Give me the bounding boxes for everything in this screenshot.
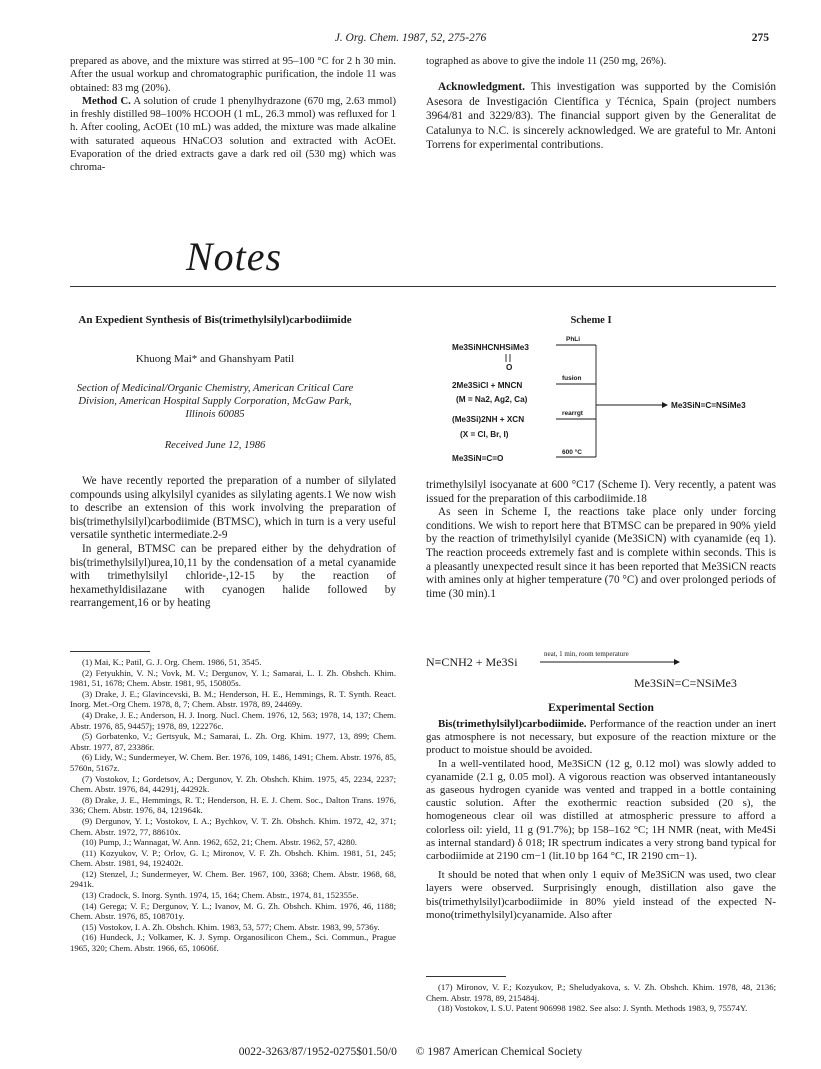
top-left-column — [70, 55, 396, 175]
reference-item: (16) Hundeck, J.; Volkamer, K. J. Symp. Organosilicon Chem., Sci. Commun., Prague 1965, 320; Chem. Abstr. 1966, 65, 10606f. — [70, 932, 396, 954]
right-footnote-rule — [426, 976, 506, 977]
reference-item: (6) Lidy, W.; Sundermeyer, W. Chem. Ber. 1976, 109, 1486, 1491; Chem. Abstr. 1976, 85, 5760n, 5167z. — [70, 752, 396, 773]
experimental-label: Bis(trimethylsilyl)carbodiimide. — [438, 718, 587, 730]
left-body — [70, 475, 396, 611]
top-right-column — [426, 55, 776, 153]
section-title: Notes — [186, 234, 283, 279]
experimental-paragraph-1 — [426, 718, 776, 758]
acknowledgment-label: Acknowledgment. — [438, 81, 525, 94]
scheme-product: Me3SiN=C=NSiMe3 — [671, 401, 746, 410]
footnote-rule — [70, 651, 150, 652]
footer-code: 0022-3263/87/1952-0275$01.50/0 — [238, 1046, 397, 1058]
method-c-paragraph — [70, 95, 396, 175]
page-footer — [0, 1046, 821, 1058]
reference-item: (13) Cradock, S. Inorg. Synth. 1974, 15, 164; Chem. Abstr., 1974, 81, 152355e. — [82, 890, 359, 901]
body-paragraph-2: In general, BTMSC can be prepared either by the dehydration of bis(trimethylsilyl)urea,10,11 by the condensation of a metal cyanamide with trimethylsilyl chloride-,12-15 by the reaction of hexamethyldisilazane with cyanogen halide followed by rearrangement,16 or by heating — [70, 542, 396, 610]
scheme-reactant-1: Me3SiNHCNHSiMe3 — [452, 343, 529, 352]
article-affiliation: Section of Medicinal/Organic Chemistry, American Critical Care Division, American Hospital Supply Corporation, McGaw Park, Illinois 60085 — [76, 383, 354, 420]
reference-item: (7) Vostokov, I.; Gordetsov, A.; Dergunov, Y. Zh. Obshch. Khim. 1975, 45, 2234, 2237; Chem. Abstr. 1976, 84, 44291j, 44292k. — [70, 773, 396, 795]
acknowledgment-text: This investigation was supported by the Comisión Asesora de Investigación Científica y Técnica, Spain (project numbers 3964/81 and 3229/83). The financial support given by the Generalitat de Catalunya to N.C. is sincerely acknowledged. We are grateful to Mr. Antoni Torrens for experimental contributions. — [426, 81, 776, 152]
scheme-reactant-3: (Me3Si)2NH + XCN — [452, 415, 525, 424]
scheme-diagram — [426, 328, 776, 468]
body-paragraph-1: We have recently reported the preparation of a number of silylated compounds using alkylsilyl cyanides as silylating agents.1 We now wish to describe an extension of this work involving the preparation of bis(trimethylsilyl)carbodiimide (BTMSC), which in turn is a very useful versatile synthetic intermediate.2-9 — [70, 475, 396, 542]
acknowledgment-paragraph — [426, 80, 776, 153]
running-header: J. Org. Chem. 1987, 52, 275-276 — [334, 32, 487, 44]
top-right-paragraph: tographed as above to give the indole 11 (250 mg, 26%). — [426, 56, 667, 67]
reference-item: (3) Drake, J. E.; Glavincevski, B. M.; Henderson, H. E., Hemmings, R. T. Synth. React. Inorg. Met.-Org Chem. 1978, 8, 7; Chem. Abstr. 1978, 89, 24469y. — [70, 688, 396, 710]
experimental-heading: Experimental Section — [548, 702, 654, 714]
received-date: Received June 12, 1986 — [164, 440, 266, 451]
equation-condition: neat, 1 min, room temperature — [544, 650, 629, 658]
page-number: 275 — [751, 32, 769, 44]
reference-item: (12) Stenzel, J.; Sundermeyer, W. Chem. Ber. 1967, 100, 3368; Chem. Abstr. 1968, 68, 2941k. — [70, 868, 396, 890]
scheme-reactant-4: Me3SiN=C=O — [452, 454, 504, 463]
experimental-paragraph-3: It should be noted that when only 1 equiv of Me3SiCN was used, two clear layers were observed. Surprisingly enough, distillation also gave the bis(trimethylsilyl)carbodiimide in 80% yield instead of the expected N-mono(trimethylsilyl)cyanamide. Also after — [426, 869, 776, 921]
reference-item: (8) Drake, J. E., Hemmings, R. T.; Henderson, H. E. J. Chem. Soc., Dalton Trans. 1976, 336; Chem. Abstr. 1976, 84, 121964k. — [70, 794, 396, 816]
reference-item: (2) Fetyukhin, V. N.; Vovk, M. V.; Dergunov, Y. I.; Samarai, L. I. Zh. Obshch. Khim. 1981, 51, 1678; Chem. Abstr. 1981, 95, 150805s. — [70, 667, 396, 689]
method-c-label: Method C. — [82, 95, 131, 107]
article-authors: Khuong Mai* and Ghanshyam Patil — [135, 353, 295, 365]
right-body-paragraph-1: trimethylsilyl isocyanate at 600 °C17 (Scheme I). Very recently, a patent was issued for the preparation of this carbodiimide.18 — [426, 479, 776, 505]
scheme-title: Scheme I — [570, 315, 612, 326]
reference-item: (10) Pump, J.; Wannagat, W. Ann. 1962, 652, 21; Chem. Abstr. 1962, 57, 4280. — [82, 837, 357, 848]
scheme-condition-4: 600 °C — [562, 449, 582, 456]
reference-item: (15) Vostokov, I. A. Zh. Obshch. Khim. 1983, 53, 577; Chem. Abstr. 1983, 99, 5736y. — [82, 921, 380, 932]
equation-product: Me3SiN=C=NSiMe3 — [634, 676, 737, 690]
reference-list — [70, 657, 396, 954]
reference-item: (5) Gorbatenko, V.; Gertsyuk, M.; Samarai, L. Zh. Org. Khim. 1977, 13, 899; Chem. Abstr. 1977, 87, 23386r. — [70, 731, 396, 752]
reference-item: (9) Dergunov, Y. I.; Vostokov, I. A.; Bychkov, V. T. Zh. Obshch. Khim. 1972, 42, 371; Chem. Abstr. 1972, 77, 88610x. — [70, 815, 396, 837]
scheme-reactant-2-note: (M = Na2, Ag2, Ca) — [456, 395, 528, 404]
section-rule — [70, 286, 776, 287]
method-c-text: A solution of crude 1 phenylhydrazone (670 mg, 2.63 mmol) in freshly distilled 98–100% HCOOH (1 mL, 26.3 mmol) was refluxed for 1 h. After cooling, AcOEt (10 mL) was added, the mixture was made alkaline with saturated aqueous HNaCO3 solution and extracted with AcOEt. Evaporation of the dried extracts gave a dark red oil (530 mg) which was chroma- — [70, 95, 396, 174]
reference-item: (17) Mironov, V. F.; Kozyukov, P.; Sheludyakova, s. V. Zh. Obshch. Khim. 1978, 48, 2136; Chem. Abstr. 1978, 89, 215484j. — [426, 982, 776, 1003]
scheme-reactant-3-note: (X = Cl, Br, I) — [460, 430, 509, 439]
right-body-paragraph-2: As seen in Scheme I, the reactions take place only under forcing conditions. We wish to report here that BTMSC can be prepared in 90% yield by the reaction of trimethylsilyl cyanide (Me3SiCN) with cyanamide (eq 1). The reaction proceeds extremely fast and is complete within seconds. This is a pleasantly unexpected result since it has been reported that Me3SiCN reacts with amines only at higher temperature (70 °C) and over prolonged periods of time (30 min).1 — [426, 506, 776, 600]
reference-item: (18) Vostokov, I. S.U. Patent 906998 1982. See also: J. Synth. Methods 1983, 9, 75574Y. — [438, 1003, 748, 1014]
equation-arrow — [540, 658, 680, 666]
article-title: An Expedient Synthesis of Bis(trimethylsilyl)carbodiimide — [78, 314, 352, 326]
equation-reactants: N≡CNH2 + Me3Si — [426, 655, 518, 669]
experimental-paragraph-2: In a well-ventilated hood, Me3SiCN (12 g, 0.12 mol) was slowly added to cyanamide (2.1 g, 0.05 mol). A vigorous reaction was observed intantaneously as gaseous hydrogen cyanide was vented and trapped in a bottle containing caustic solution. After the exothermic reaction subsided (20 s), the homogeneous clear oil was distilled at atmospheric pressure to afford a colorless oil: yield, 11 g (91.7%); bp 158–162 °C; 1H NMR (neat, with Me4Si as internal standard) δ 018; IR spectrum indicates a very strong band typical for carbodiimide at 2190 cm−1 (lit.10 bp 164 °C, IR 2190 cm−1). — [426, 757, 776, 863]
reference-item: (11) Kozyukov, V. P.; Orlov, G. I.; Mironov, V. F. Zh. Obshch. Khim. 1981, 51, 245; Chem. Abstr. 1981, 94, 192402t. — [70, 847, 396, 869]
reference-item: (14) Geregа; V. F.; Dergunov, Y. L.; Ivanov, M. G. Zh. Obshch. Khim. 1976, 46, 1188; Chem. Abstr. 1976, 85, 108701y. — [70, 900, 396, 922]
right-reference-list — [426, 982, 776, 1014]
scheme-condition-1: PhLi — [566, 336, 581, 343]
reference-item: (1) Mai, K.; Patil, G. J. Org. Chem. 1986, 51, 3545. — [82, 657, 262, 667]
right-body — [426, 479, 776, 601]
scheme-reactant-2: 2Me3SiCl + MNCN — [452, 381, 523, 390]
footer-copyright: © 1987 American Chemical Society — [415, 1046, 583, 1058]
scheme-condition-2: fusion — [562, 375, 582, 382]
reference-item: (4) Drake, J. E.; Anderson, H. J. Inorg. Nucl. Chem. 1976, 12, 563; 1978, 14, 137; Chem. Abstr. 1976, 85, 94457j; 1978, 89, 122276c. — [70, 709, 396, 731]
experimental-text-1: Performance of the reaction under an inert gas atmosphere is not necessary, but exposure of the reaction mixture or the product to moistue should be avoided. — [426, 718, 776, 757]
top-left-paragraph: prepared as above, and the mixture was stirred at 95–100 °C for 2 h 30 min. After the usual workup and chromatographic purification, the indole 11 was obtained: 83 mg (20%). — [70, 56, 396, 94]
scheme-arrowhead — [662, 402, 668, 408]
scheme-condition-3: rearrgt — [562, 410, 583, 417]
scheme-reactant-1-oxygen: O — [506, 363, 513, 372]
experimental-body — [426, 718, 776, 922]
